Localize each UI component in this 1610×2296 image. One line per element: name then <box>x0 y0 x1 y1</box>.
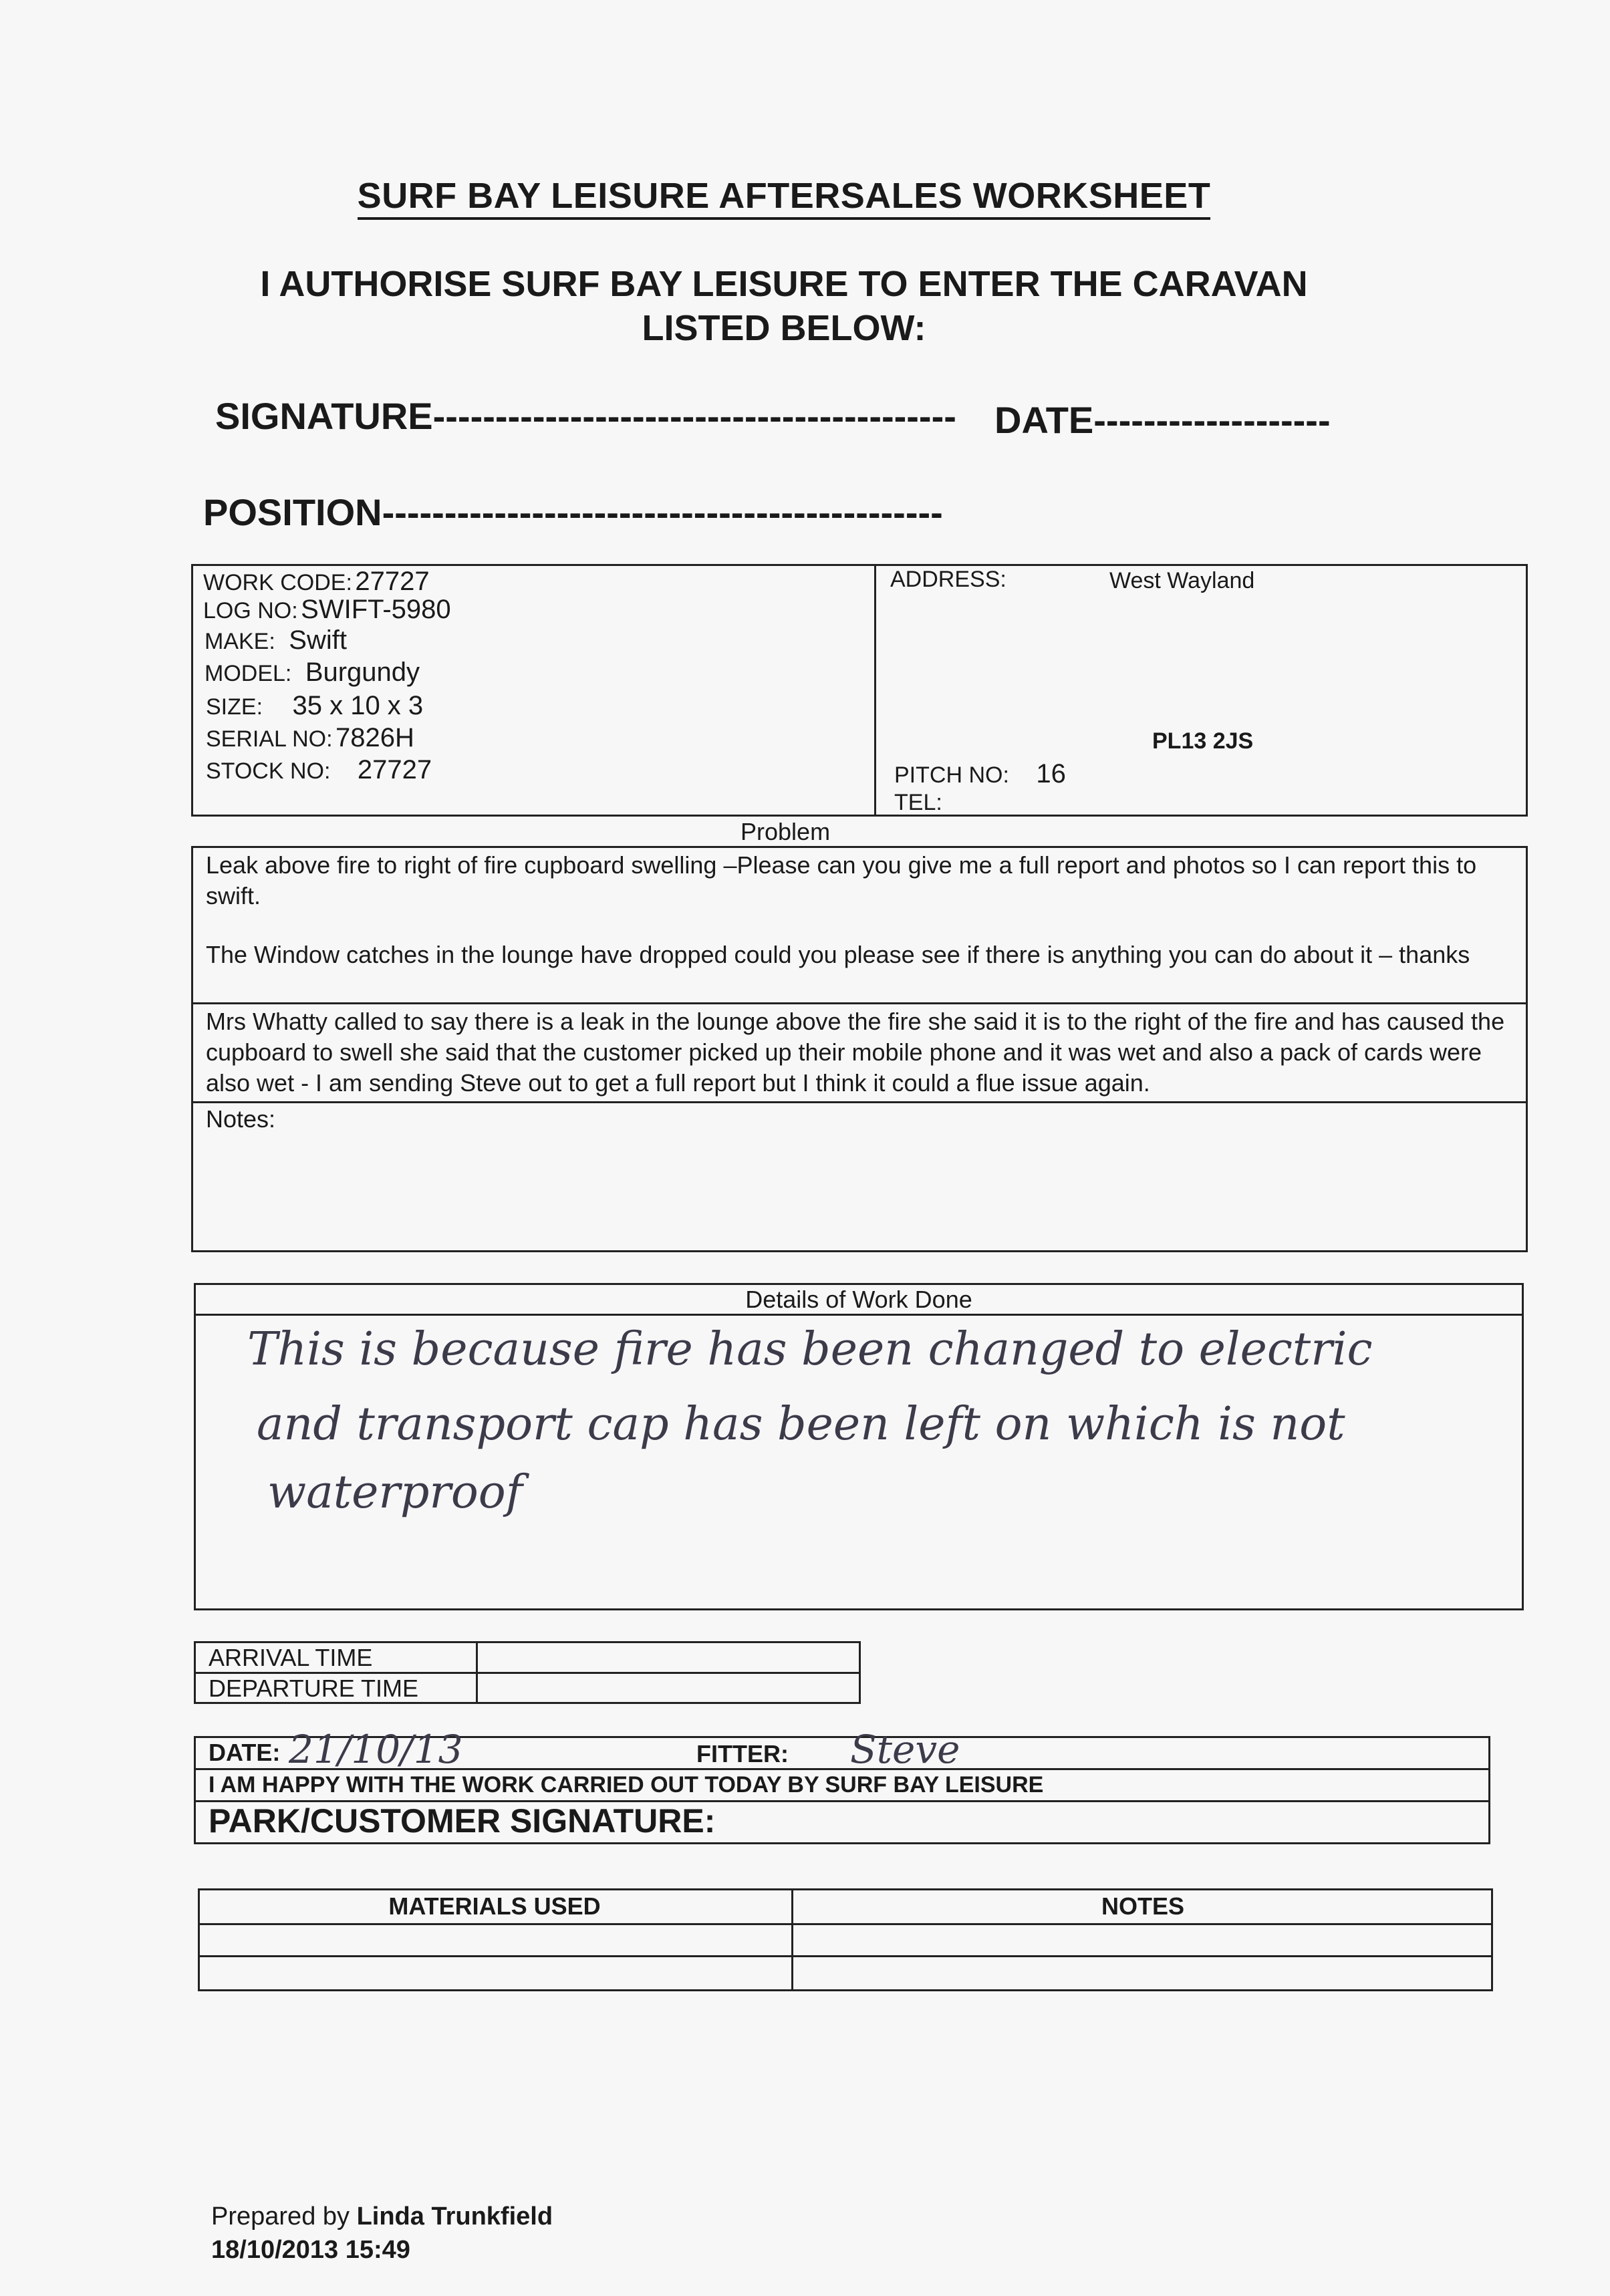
materials-row-divider-2 <box>198 1955 1493 1957</box>
date-line[interactable]: DATE------------------- <box>994 399 1331 441</box>
materials-row-divider-1 <box>198 1923 1493 1925</box>
address-postcode: PL13 2JS <box>1152 728 1254 754</box>
log-no-row: LOG NO: SWIFT-5980 <box>203 595 451 624</box>
tel-label: TEL: <box>894 790 942 815</box>
position-line[interactable]: POSITION--------------------------------------------- <box>203 491 943 533</box>
problem-text-3: Mrs Whatty called to say there is a leak in the lounge above the fire she said it is to the right of the fire and has caused the cupboard to swell she said that the customer picked up their mobile phone and it was wet and also a pack of cards were also wet - I am sending Steve out to get a full report but I think it could a flue issue again. <box>206 1008 1505 1097</box>
departure-time-field[interactable] <box>479 1673 859 1703</box>
work-done-handwriting-2: and transport cap has been left on which is not <box>257 1398 1345 1451</box>
departure-time-label: DEPARTURE TIME <box>209 1675 419 1702</box>
signoff-date-label: DATE: <box>209 1739 281 1766</box>
details-divider <box>874 564 876 817</box>
work-done-heading: Details of Work Done <box>745 1286 972 1313</box>
prepared-by: Prepared by Linda Trunkfield <box>211 2202 553 2231</box>
problem-divider-2 <box>191 1101 1528 1103</box>
work-code-row: WORK CODE: 27727 <box>203 567 430 596</box>
problem-heading: Problem <box>741 818 831 845</box>
arrival-time-field[interactable] <box>479 1642 859 1672</box>
problem-text-2: The Window catches in the lounge have dropped could you please see if there is anything you can do about it – thanks <box>206 941 1470 968</box>
customer-signature-label: PARK/CUSTOMER SIGNATURE: <box>209 1802 716 1840</box>
times-column-divider <box>476 1641 478 1704</box>
fitter-label: FITTER: <box>696 1740 789 1767</box>
problem-text-1: Leak above fire to right of fire cupboard swelling –Please can you give me a full report and photos so I can report this to swift. <box>206 851 1477 909</box>
notes-header: NOTES <box>1101 1892 1184 1920</box>
work-done-heading-divider <box>194 1314 1524 1316</box>
address-line1: West Wayland <box>1109 568 1255 593</box>
satisfaction-statement: I AM HAPPY WITH THE WORK CARRIED OUT TODAY BY SURF BAY LEISURE <box>209 1772 1044 1798</box>
size-row: SIZE: 35 x 10 x 3 <box>206 691 424 720</box>
work-done-handwriting-3: waterproof <box>267 1466 523 1519</box>
prepared-timestamp: 18/10/2013 15:49 <box>211 2236 410 2264</box>
signature-line[interactable]: SIGNATURE------------------------------------------ <box>215 395 956 437</box>
pitch-row: PITCH NO: 16 <box>894 759 1066 788</box>
notes-label: Notes: <box>206 1105 276 1133</box>
serial-row: SERIAL NO: 7826H <box>206 723 414 752</box>
work-done-handwriting-1: This is because fire has been changed to electric <box>247 1323 1373 1376</box>
materials-used-header: MATERIALS USED <box>388 1892 601 1920</box>
arrival-time-label: ARRIVAL TIME <box>209 1644 373 1671</box>
address-label: ADDRESS: <box>890 567 1007 592</box>
page-title: SURF BAY LEISURE AFTERSALES WORKSHEET <box>0 175 1568 217</box>
make-row: MAKE: Swift <box>205 625 347 655</box>
problem-divider-1 <box>191 1002 1528 1004</box>
stock-row: STOCK NO: 27727 <box>206 755 432 784</box>
fitter-value: Steve <box>850 1727 960 1772</box>
model-row: MODEL: Burgundy <box>205 658 420 687</box>
authorisation-statement: I AUTHORISE SURF BAY LEISURE TO ENTER THE CARAVAN LISTED BELOW: <box>260 264 1308 348</box>
signoff-date-value: 21/10/13 <box>289 1727 463 1772</box>
